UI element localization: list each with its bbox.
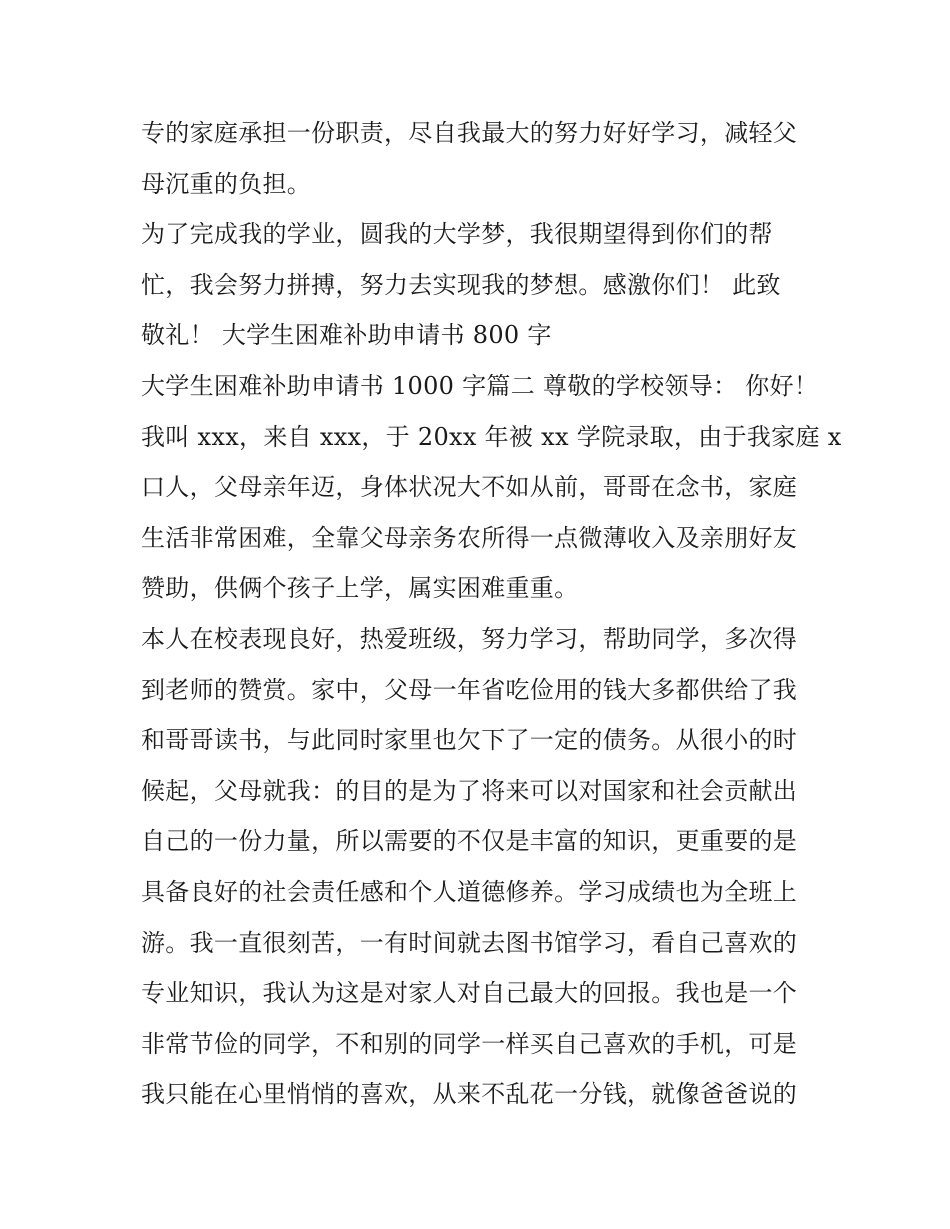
text-line: 为了完成我的学业，圆我的大学梦，我很期望得到你们的帮 xyxy=(141,220,773,249)
text-line: 忙，我会努力拼搏，努力去实现我的梦想。感激你们！ 此致 xyxy=(141,270,781,299)
text-line: 和哥哥读书，与此同时家里也欠下了一定的债务。从很小的时 xyxy=(141,726,798,755)
text-line: 游。我一直很刻苦，一有时间就去图书馆学习，看自己喜欢的 xyxy=(141,928,798,957)
text-line: 我叫 xxx，来自 xxx，于 20xx 年被 xx 学院录取，由于我家庭 x xyxy=(141,422,842,451)
text-line: 母沉重的负担。 xyxy=(141,169,312,198)
text-line: 专的家庭承担一份职责，尽自我最大的努力好好学习，减轻父 xyxy=(141,119,798,147)
text-line: 专业知识，我认为这是对家人对自己最大的回报。我也是一个 xyxy=(141,979,798,1008)
text-line: 到老师的赞赏。家中，父母一年省吃俭用的钱大多都供给了我 xyxy=(141,675,798,704)
text-line: 非常节俭的同学，不和别的同学一样买自己喜欢的手机，可是 xyxy=(141,1029,798,1058)
text-line: 我只能在心里悄悄的喜欢，从来不乱花一分钱，就像爸爸说的 xyxy=(141,1080,798,1109)
text-line: 具备良好的社会责任感和个人道德修养。学习成绩也为全班上 xyxy=(141,877,798,906)
text-line: 赞助，供俩个孩子上学，属实困难重重。 xyxy=(141,574,579,603)
text-line: 本人在校表现良好，热爱班级，努力学习，帮助同学，多次得 xyxy=(141,624,798,653)
text-line: 自己的一份力量，所以需要的不仅是丰富的知识，更重要的是 xyxy=(141,827,798,856)
text-line: 口人，父母亲年迈，身体状况大不如从前，哥哥在念书，家庭 xyxy=(141,473,798,502)
document-text xyxy=(141,108,842,1120)
text-line: 敬礼！ 大学生困难补助申请书 800 字 xyxy=(141,321,552,350)
text-line: 候起，父母就我：的目的是为了将来可以对国家和社会贡献出 xyxy=(141,776,798,805)
text-line: 生活非常困难，全靠父母亲务农所得一点微薄收入及亲朋好友 xyxy=(141,523,798,552)
text-line: 大学生困难补助申请书 1000 字篇二 尊敬的学校领导： 你好！ xyxy=(141,371,819,400)
